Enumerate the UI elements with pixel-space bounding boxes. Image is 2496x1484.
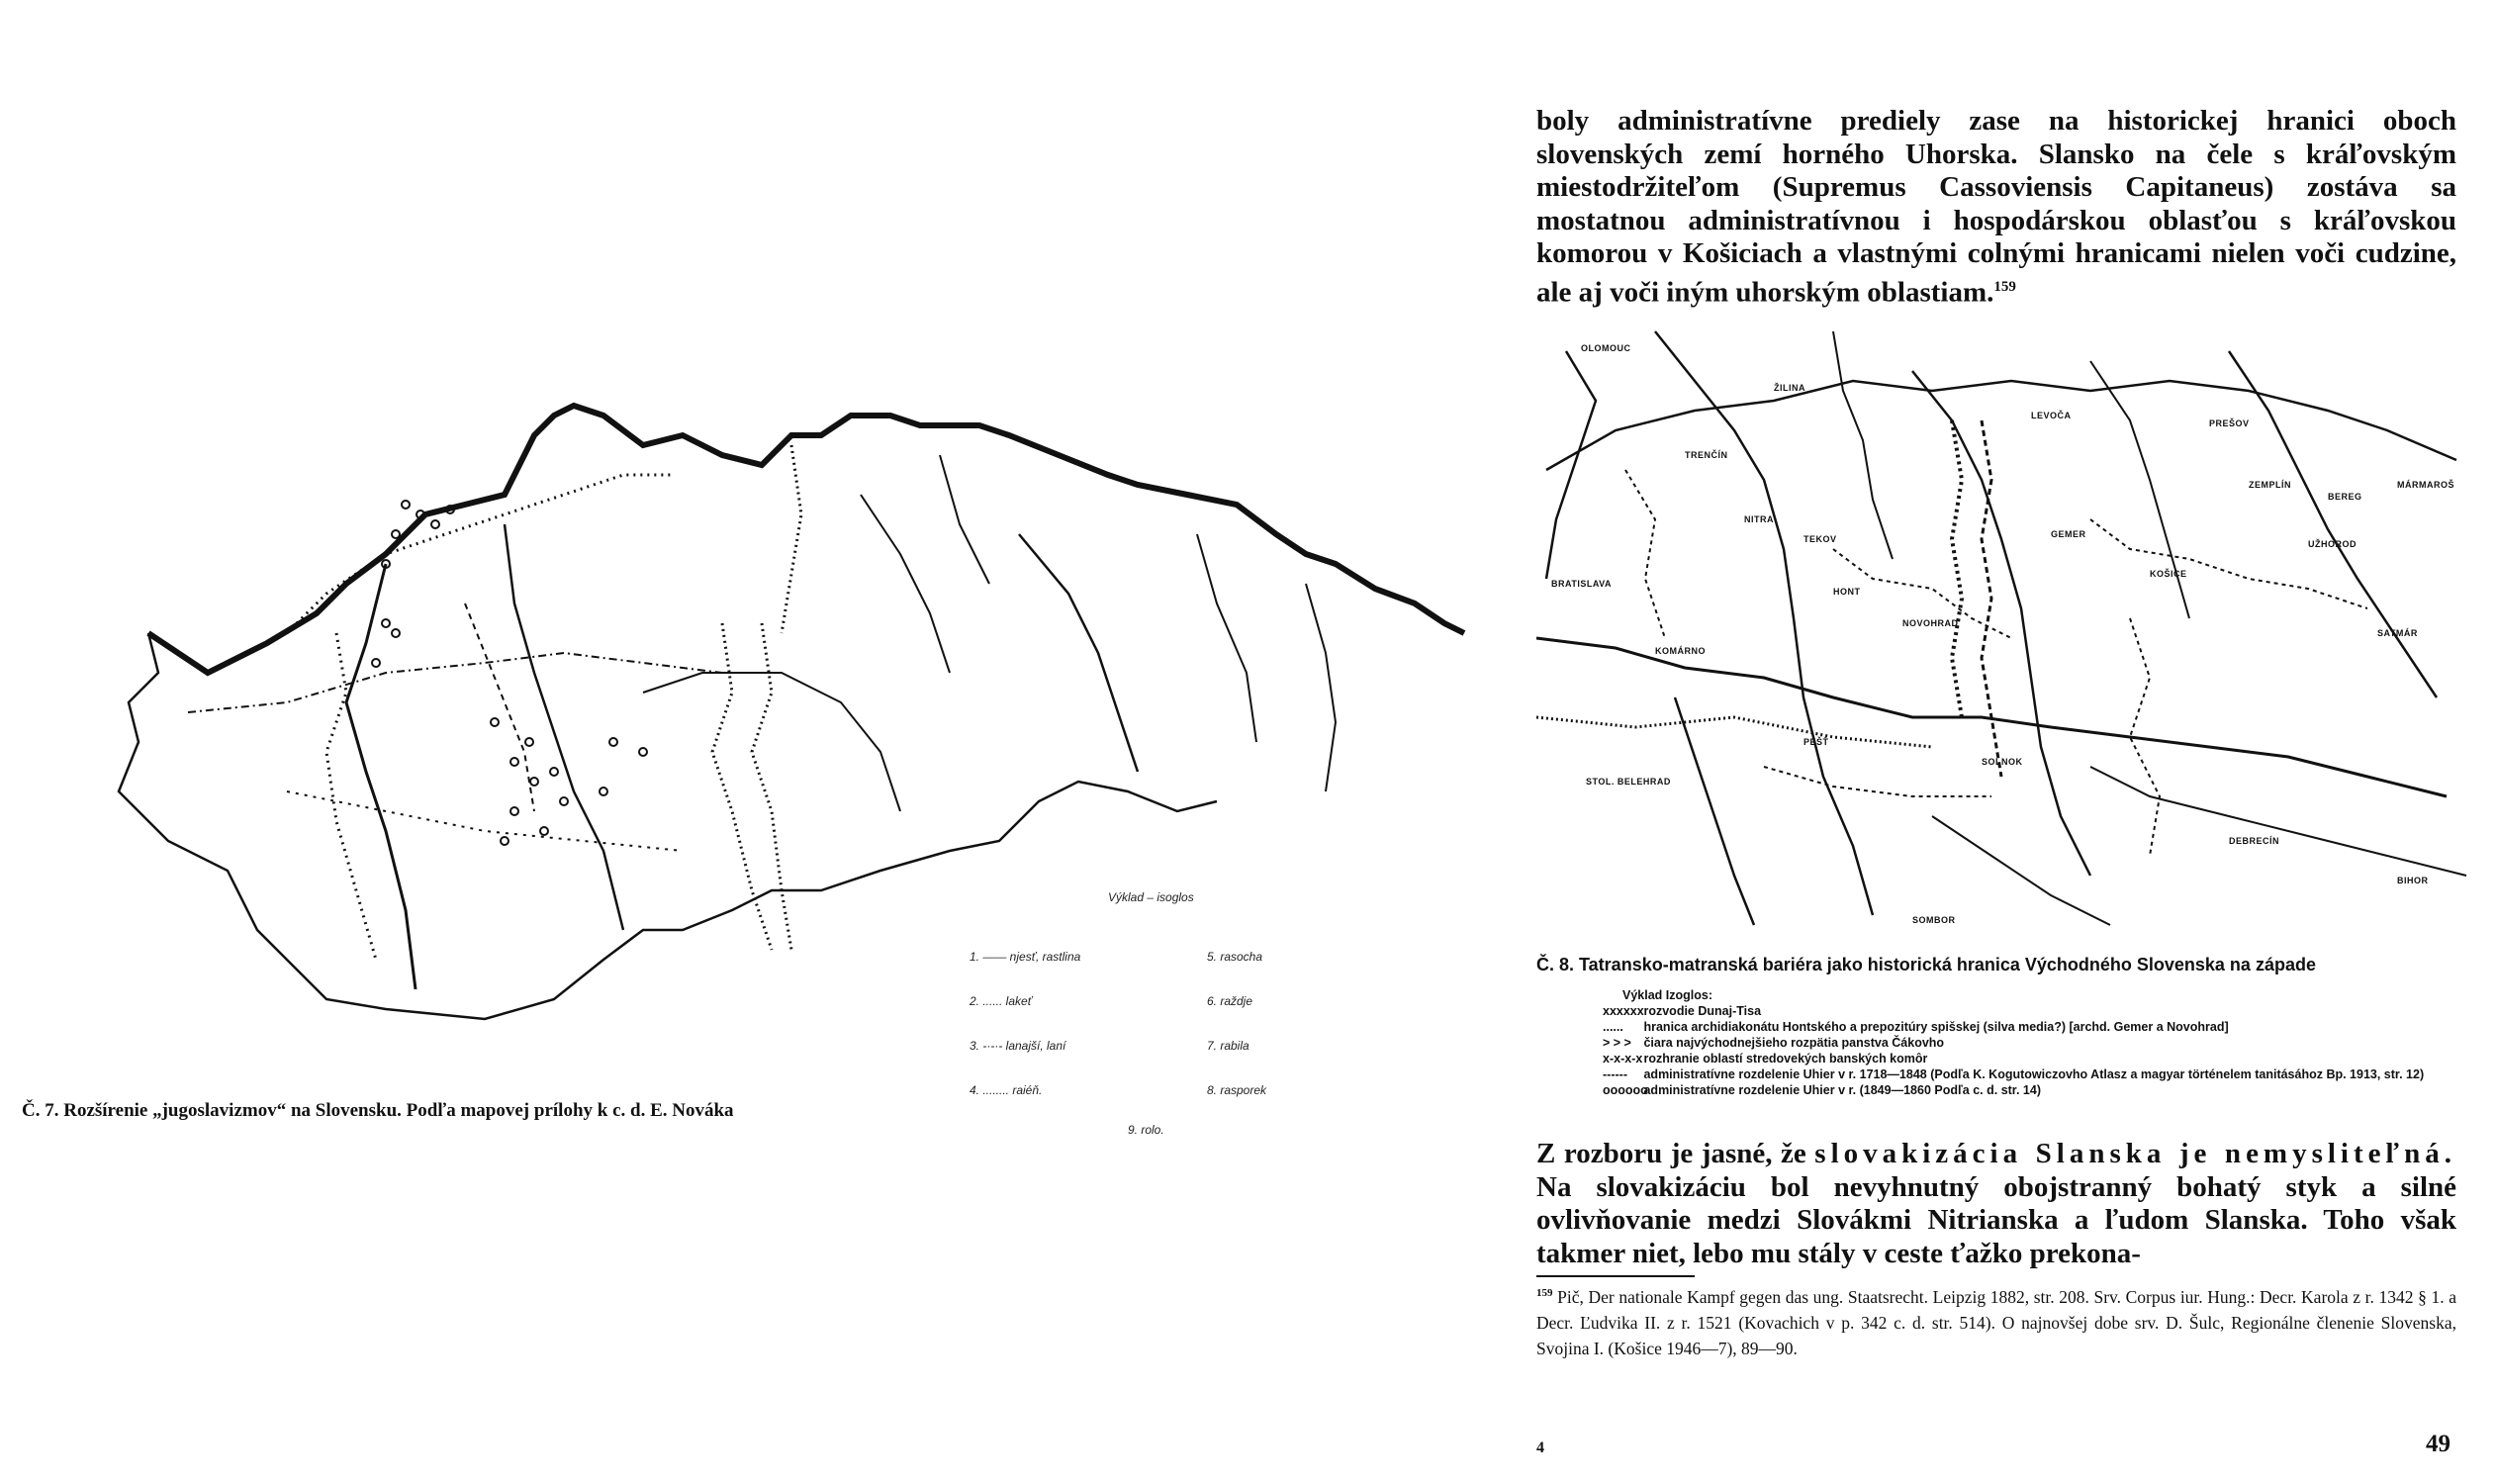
map-label-bratislava: BRATISLAVA	[1551, 579, 1612, 589]
map-river	[1019, 534, 1138, 772]
legend-item: 9. rolo.	[1128, 1123, 1164, 1137]
legend-text: administratívne rozdelenie Uhier v r. 1718—1848 (Podľa K. Kogutowiczovho Atlasz a magyar történelem tanitásához Bp. 1913, str. 12)	[1643, 1067, 2425, 1081]
legend-title: Výklad – isoglos	[1108, 890, 1194, 904]
legend-symbol: oooooo	[1603, 1083, 1648, 1097]
legend-symbol: > > >	[1603, 1036, 1631, 1050]
figure-8-legend	[1603, 987, 2473, 1098]
legend-item: 8. rasporek	[1207, 1083, 1267, 1097]
map-label-bereg: BEREG	[2328, 492, 2362, 502]
map-label-hont: HONT	[1833, 587, 1861, 597]
map-label-sombor: SOMBOR	[1912, 915, 1956, 925]
map-label-trencin: TRENČÍN	[1685, 450, 1728, 460]
legend-row	[1603, 1035, 2473, 1051]
legend-item: 7. rabila	[1207, 1039, 1249, 1053]
legend-title: Výklad Izoglos:	[1622, 988, 1712, 1002]
map-label-kosice: KOŠICE	[2150, 569, 2187, 579]
legend-row	[1603, 1082, 2473, 1098]
footnote-divider	[1536, 1275, 1695, 1277]
map-river	[1197, 534, 1256, 742]
page-number: 49	[2426, 1431, 2450, 1457]
legend-row	[1603, 1019, 2473, 1035]
legend-symbol: ......	[1603, 1020, 1623, 1034]
map-label-komarno: KOMÁRNO	[1655, 646, 1706, 656]
conclusion-rest: Na slovakizáciu bol nevyhnutný obojstranný bohatý styk a silné ovlivňovanie medzi Slovákmi Nitrianska a ľudom Slanska. Toho však takmer niet, lebo mu stály v ceste ťažko prekona-	[1536, 1170, 2456, 1269]
legend-symbol: ------	[1603, 1067, 1627, 1081]
map-label-szekesfehervar: STOL. BELEHRAD	[1586, 777, 1671, 787]
legend-item: 2. ...... lakeť	[970, 994, 1032, 1008]
intro-text: boly administratívne prediely zase na historickej hranici oboch slovenských zemí horného Uhorska. Slansko na čele s kráľovským miestodržiteľom (Supremus Cassoviensis Capitaneus) zostáva sa mostatnou administratívnou i hospodárskou oblasťou s kráľovskou komorou v Košiciach a vlastnými colnými hranicami nielen voči cudzine, ale aj voči iným uhorským oblastiam.	[1536, 105, 2456, 309]
map-label-levoca: LEVOČA	[2031, 411, 2072, 420]
map-label-marmaros: MÁRMAROŠ	[2397, 480, 2454, 490]
historical-map-figure-8	[1536, 322, 2476, 940]
map-river	[1306, 584, 1336, 791]
map-label-satmar: SATMÁR	[2377, 628, 2418, 638]
map-label-zemplin: ZEMPLÍN	[2249, 480, 2291, 490]
footnote-ref: 159	[1993, 278, 2016, 295]
intro-paragraph	[1536, 105, 2456, 310]
conclusion-paragraph	[1536, 1138, 2456, 1270]
legend-row	[1603, 1067, 2453, 1082]
legend-item: 3. -·-·- lanajší, laní	[970, 1039, 1066, 1053]
figure-8-caption: Č. 8. Tatransko-matranská bariéra jako historická hranica Východného Slovenska na západe	[1536, 955, 2316, 974]
map-label-presov: PREŠOV	[2209, 418, 2250, 428]
figure-7-caption: Č. 7. Rozšírenie „jugoslavizmov“ na Slovensku. Podľa mapovej prílohy k c. d. E. Nováka	[22, 1100, 734, 1121]
legend-text: administratívne rozdelenie Uhier v r. (1849—1860 Podľa c. d. str. 14)	[1643, 1083, 2041, 1097]
map-label-bihor: BIHOR	[2397, 876, 2429, 885]
map-river	[643, 673, 900, 811]
map-label-zilina: ŽILINA	[1774, 383, 1805, 393]
conclusion-emphasis: slovakizácia Slanska je nemysliteľná.	[1814, 1138, 2456, 1169]
map-label-debrecin: DEBRECÍN	[2229, 836, 2280, 846]
map-label-nitra: NITRA	[1744, 514, 1774, 524]
map-river	[346, 564, 416, 989]
map-label-novohrad: NOVOHRAD	[1902, 618, 1959, 628]
figure-7-legend	[970, 890, 1405, 1148]
legend-row	[1603, 1003, 2473, 1019]
footnote	[1536, 1280, 2456, 1361]
legend-text: rozhranie oblastí stredovekých banských komôr	[1643, 1052, 1928, 1066]
map-river	[940, 455, 989, 584]
isogloss-line	[188, 653, 722, 712]
legend-text: rozvodie Dunaj-Tisa	[1643, 1004, 1762, 1018]
footnote-number: 159	[1536, 1287, 1553, 1299]
legend-item: 4. ........ raiéň.	[970, 1083, 1043, 1097]
map-label-olomouc: OLOMOUC	[1581, 343, 1631, 353]
map-label-budapest: PEŠŤ	[1803, 737, 1829, 747]
isogloss-line	[782, 445, 801, 633]
conclusion-prefix: Z rozboru je jasné, že	[1536, 1138, 1815, 1169]
map-label-szolnok: SOLNOK	[1982, 757, 2023, 767]
isogloss-points	[372, 501, 647, 845]
historical-map-drawing	[1536, 322, 2476, 940]
legend-symbol: xxxxxx	[1603, 1004, 1644, 1018]
legend-symbol: x-x-x-x	[1603, 1052, 1643, 1066]
legend-row	[1603, 1051, 2473, 1067]
legend-item: 1. —— njesť, rastlina	[970, 950, 1081, 964]
legend-item: 5. rasocha	[1207, 950, 1263, 964]
map-river	[861, 495, 950, 673]
map-label-tekov: TEKOV	[1803, 534, 1837, 544]
map-river	[505, 524, 623, 930]
legend-text: hranica archidiakonátu Hontského a prepozitúry spišskej (silva media?) [archd. Gemer a Novohrad]	[1643, 1020, 2229, 1034]
legend-text: čiara najvýchodnejšieho rozpätia panstva Čákovho	[1643, 1036, 1945, 1050]
map-label-uzhorod: UŽHOROD	[2308, 539, 2357, 549]
footnote-text: Pič, Der nationale Kampf gegen das ung. Staatsrecht. Leipzig 1882, str. 208. Srv. Corpus iur. Hung.: Decr. Karola z r. 1342 § 1. a Decr. Ľudvika II. z r. 1521 (Kovachich v p. 342 c. d. str. 514). O najnovšej dobe srv. D. Šulc, Regionálne členenie Slovenska, Svojina I. (Košice 1946—7), 89—90.	[1536, 1286, 2457, 1358]
map-north-border	[148, 406, 1464, 673]
signature-mark: 4	[1536, 1439, 1544, 1456]
legend-item: 6. raždje	[1207, 994, 1253, 1008]
map-label-gemer: GEMER	[2051, 529, 2086, 539]
isogloss-line	[287, 791, 683, 851]
